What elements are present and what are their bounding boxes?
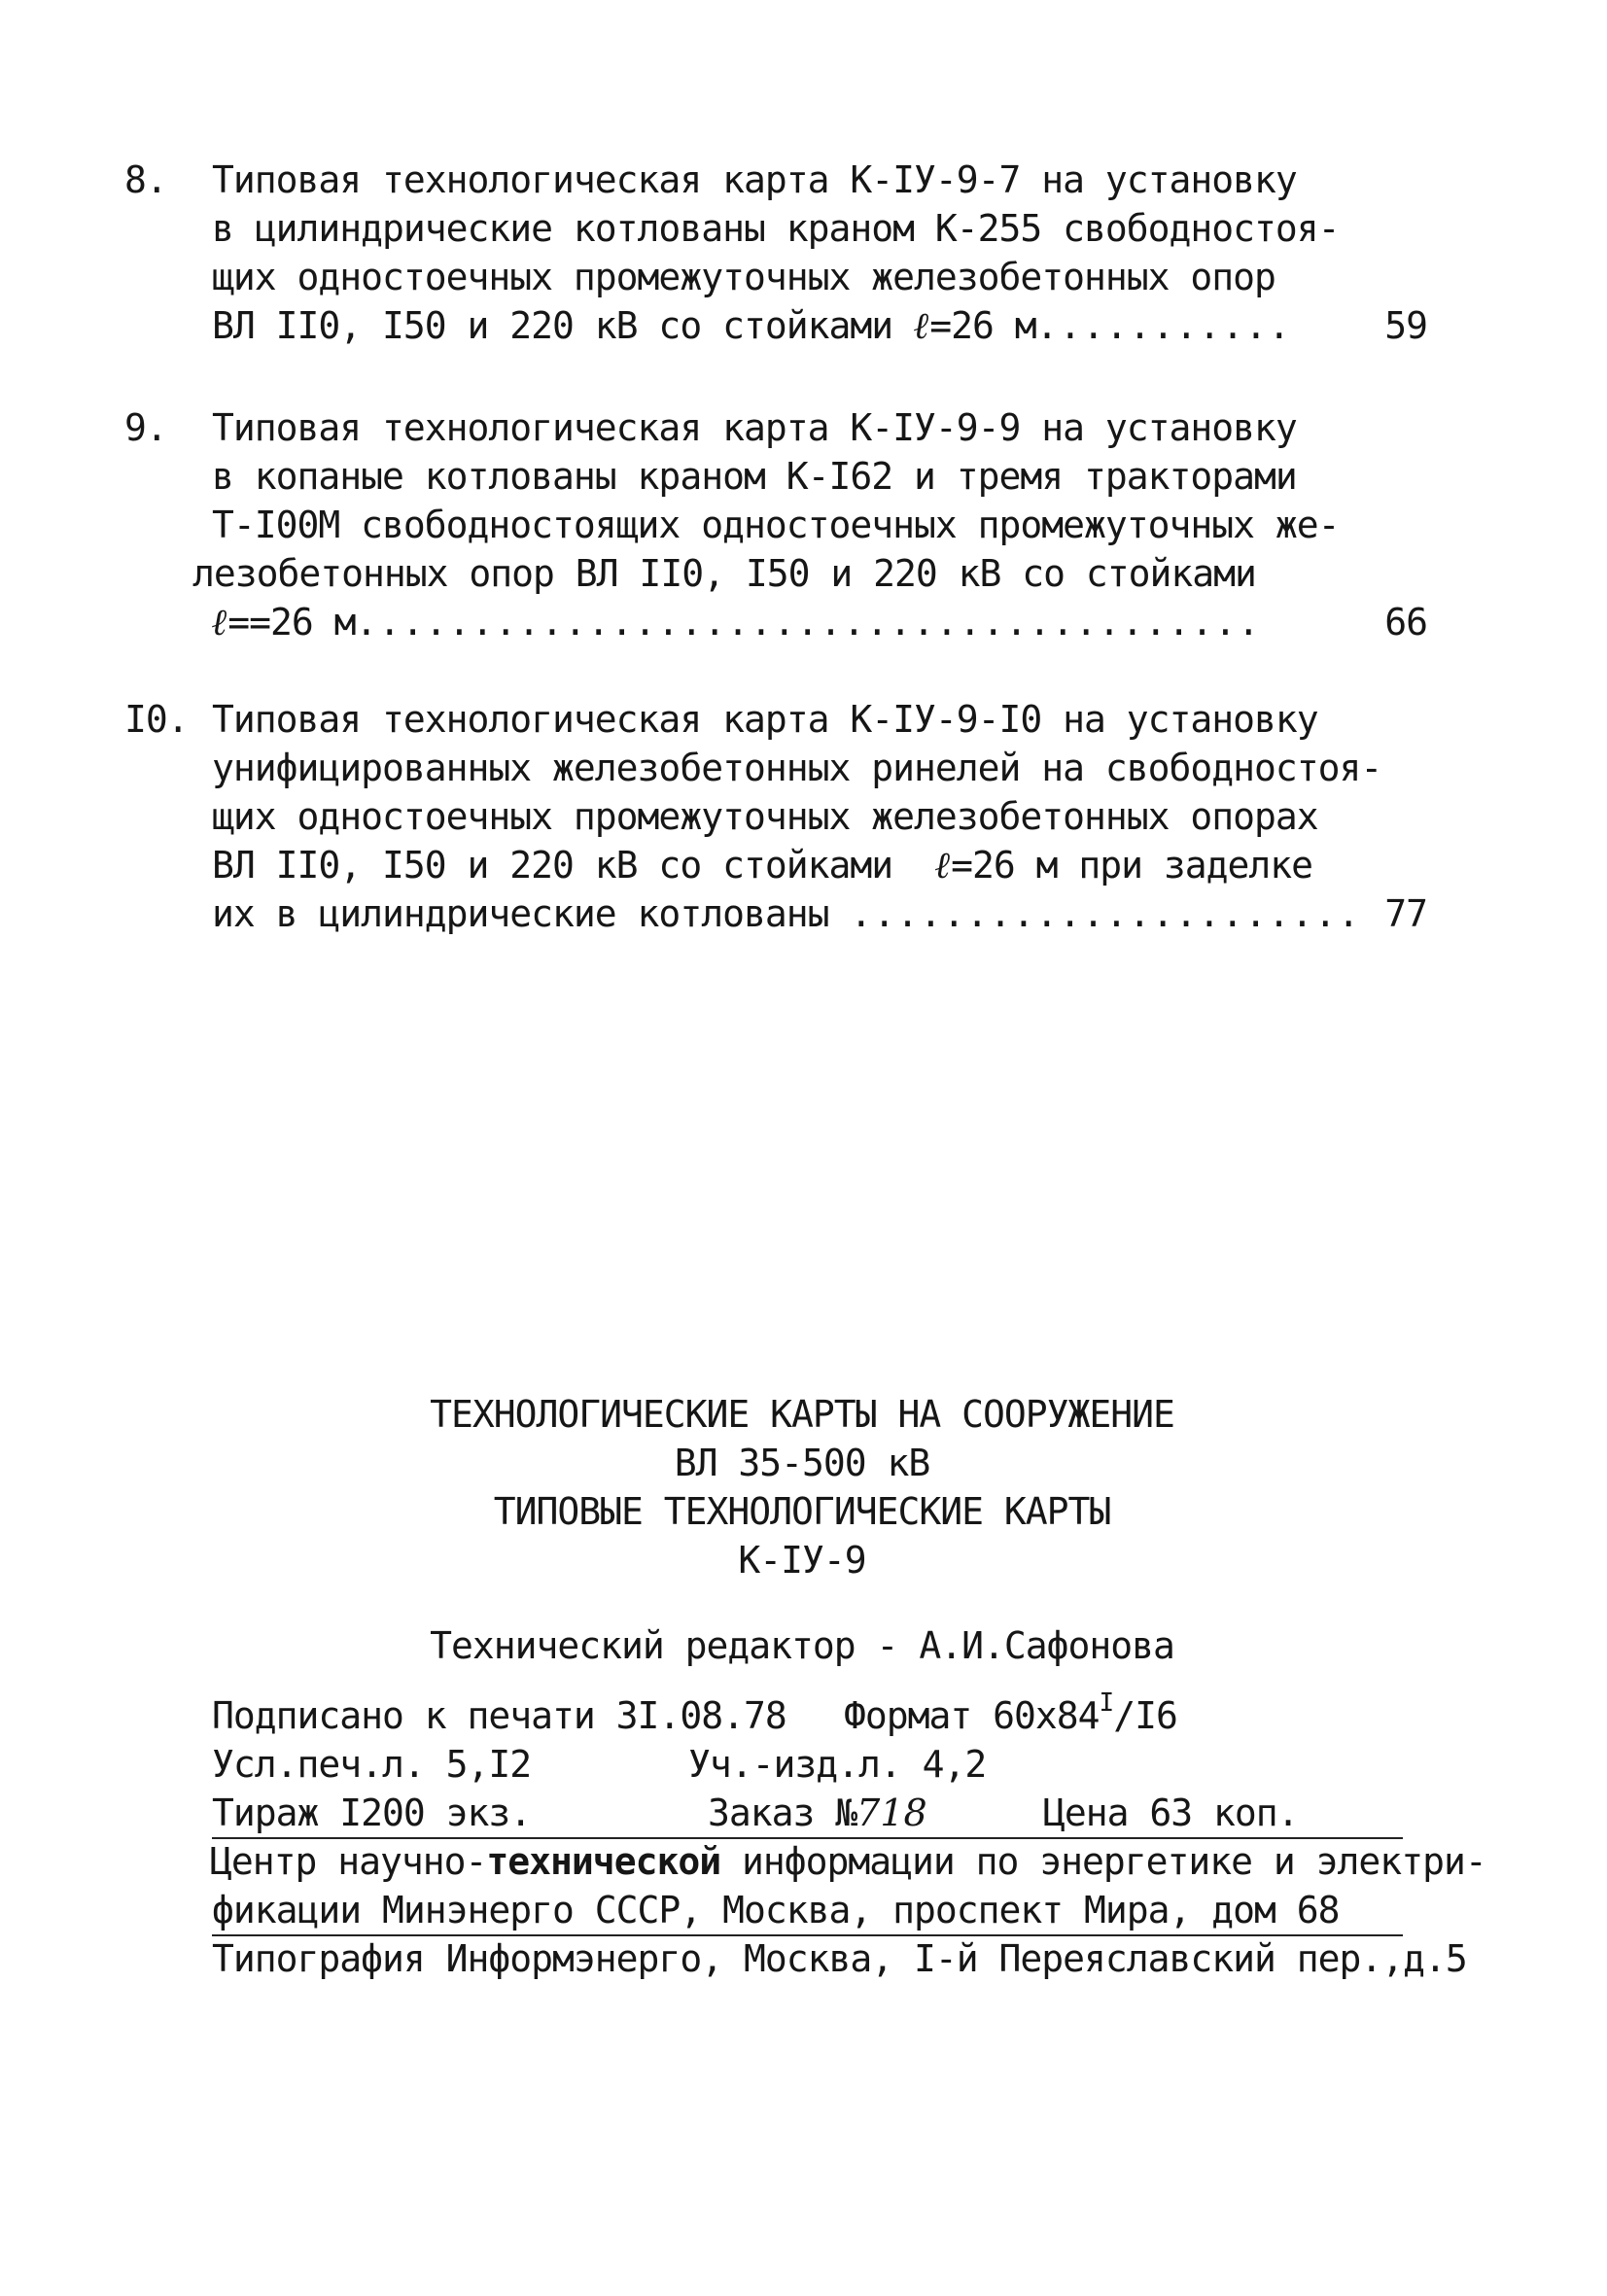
toc-page-number: 77 [1384, 892, 1427, 935]
toc-page-number: 59 [1384, 304, 1427, 347]
ell-value: =26 м [929, 304, 1036, 347]
format-superscript: I [1099, 1688, 1114, 1718]
title-block [194, 1390, 1410, 1584]
org-text-b: технической [486, 1840, 721, 1883]
print-sheets: Усл.печ.л. 5,I2 [212, 1743, 532, 1786]
toc-entry-number: 8. [124, 158, 167, 201]
signed-to-print: Подписано к печати 3I.08.78 [212, 1694, 786, 1737]
paper-format [844, 1688, 1177, 1740]
ell-symbol: ℓ [212, 600, 228, 644]
ell-value: =26 м при заделке [951, 844, 1313, 887]
toc-line-last [212, 889, 1408, 938]
org-text-c: информации по энергетике и электри- [720, 1840, 1486, 1883]
toc-line: Типовая технологическая карта К-IУ-9-I0 на установку [212, 698, 1318, 741]
order [708, 1789, 927, 1837]
toc-line: Типовая технологическая карта К-IУ-9-7 на установку [212, 158, 1297, 201]
toc-entry-text [212, 695, 1408, 938]
ell-symbol: ℓ [913, 303, 930, 347]
ell-value: ==26 м [227, 601, 356, 644]
toc-line: в цилиндрические котлованы краном К-255 свободностоя- [212, 207, 1340, 250]
circulation: Тираж I200 экз. [212, 1792, 532, 1834]
toc-entry-8 [124, 156, 1427, 360]
imprint-row-sheets [212, 1740, 1408, 1789]
toc-line: щих одностоечных промежуточных железобетонных опор [212, 256, 1275, 298]
leader-dots: ........... [1035, 304, 1292, 347]
toc-line: Т-I00M свободностоящих одностоечных промежуточных же- [212, 504, 1340, 546]
organization-line-2: фикации Минэнерго СССР, Москва, проспект Мира, дом 68 [212, 1889, 1340, 1931]
order-number: 718 [856, 1792, 927, 1834]
ell-symbol: ℓ [934, 843, 952, 887]
format-text: Формат 60х84 [844, 1694, 1100, 1737]
toc-line-last [212, 598, 1408, 646]
toc-entry-9 [124, 403, 1427, 656]
toc-line-last [212, 301, 1408, 350]
divider-line [212, 1934, 1403, 1936]
imprint-block [210, 1688, 1486, 1983]
leader-dots: ....................................... [355, 601, 1261, 644]
toc-line: щих одностоечных промежуточных железобетонных опорах [212, 795, 1318, 838]
leader-dots: ...................... [850, 892, 1361, 935]
toc-entry-10 [124, 695, 1427, 948]
title-line: ТИПОВЫЕ ТЕХНОЛОГИЧЕСКИЕ КАРТЫ [493, 1490, 1111, 1533]
toc-line: в копаные котлованы краном К-I62 и тремя тракторами [212, 455, 1297, 498]
toc-line: Типовая технологическая карта К-IУ-9-9 на установку [212, 406, 1297, 449]
publisher-sheets: Уч.-изд.л. 4,2 [688, 1743, 987, 1786]
toc-line-text: ВЛ II0, I50 и 220 кВ со стойками [212, 304, 893, 347]
toc-entry-text [212, 156, 1408, 350]
toc-line: лезобетонных опор ВЛ II0, I50 и 220 кВ со стойками [192, 552, 1256, 595]
price: Цена 63 коп. [1043, 1792, 1299, 1834]
toc-line-text: их в цилиндрические котлованы [212, 892, 829, 935]
title-line: ВЛ 35-500 кВ [674, 1442, 930, 1484]
toc-page-number: 66 [1384, 601, 1427, 644]
toc-line: унифицированных железобетонных ринелей на свободностоя- [212, 747, 1382, 789]
imprint-row-signed [212, 1688, 1408, 1740]
title-line: К-IУ-9 [738, 1539, 866, 1582]
toc-line [212, 841, 1408, 889]
order-label: Заказ № [708, 1792, 857, 1834]
toc-line-text: ВЛ II0, I50 и 220 кВ со стойками [212, 844, 893, 887]
printer-line: Типография Информэнерго, Москва, I-й Переяславский пер.,д.5 [212, 1937, 1467, 1980]
format-tail: /I6 [1113, 1694, 1177, 1737]
imprint-row-circulation [212, 1789, 1408, 1837]
title-line: ТЕХНОЛОГИЧЕСКИЕ КАРТЫ НА СООРУЖЕНИЕ [430, 1393, 1174, 1436]
organization-line [210, 1837, 1486, 1886]
toc-entry-number: I0. [124, 698, 189, 741]
toc-entry-text [192, 403, 1408, 646]
divider-line [212, 1837, 1403, 1839]
org-text-a: Центр научно- [210, 1840, 487, 1883]
technical-editor: Технический редактор - А.И.Сафонова [430, 1624, 1174, 1667]
toc-entry-number: 9. [124, 406, 167, 449]
